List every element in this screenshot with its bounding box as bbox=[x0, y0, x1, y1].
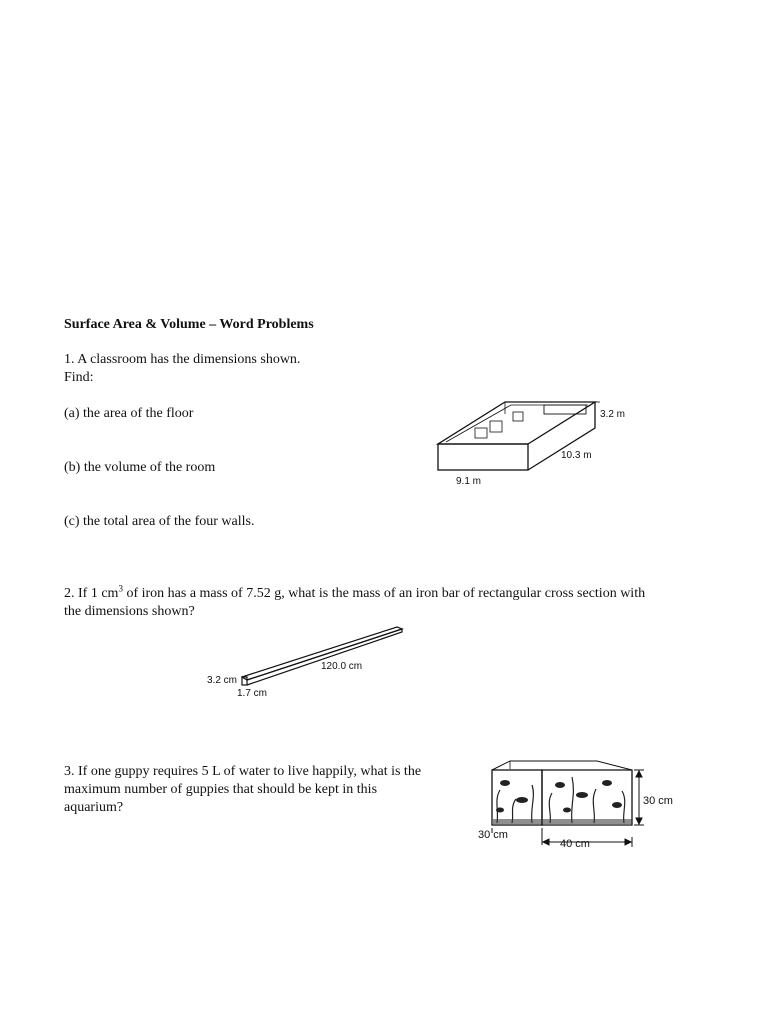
bar-length-label: 120.0 cm bbox=[321, 661, 363, 672]
page-title: Surface Area & Volume – Word Problems bbox=[64, 317, 314, 332]
q2-text: 2. If 1 $cm^3$ of iron has a mass of 7.52 g, what is the mass of an iron bar of rectangular cross section with bbox=[64, 583, 646, 601]
q1-part-a: (a) the area of the floor bbox=[64, 406, 194, 421]
height-label: 3.2 m bbox=[600, 409, 626, 420]
tank-front-face bbox=[492, 770, 542, 825]
poster-icon bbox=[490, 421, 502, 432]
tank-depth-label: 30 cm bbox=[478, 829, 508, 841]
poster-icon bbox=[475, 428, 487, 438]
bar-top-face bbox=[242, 627, 402, 680]
q1-find: Find: bbox=[64, 370, 94, 385]
width-label: 9.1 m bbox=[456, 476, 482, 487]
window-icon bbox=[544, 405, 586, 414]
length-label: 10.3 m bbox=[561, 450, 592, 461]
bar-side-face bbox=[247, 629, 402, 685]
q1-text: 1. A classroom has the dimensions shown. bbox=[64, 352, 301, 367]
room-front-face bbox=[438, 444, 528, 470]
tank-length-label: 40 cm bbox=[560, 838, 590, 850]
tank-height-label: 30 cm bbox=[643, 795, 673, 807]
q3-text-cont-2: aquarium? bbox=[64, 800, 124, 815]
classroom-diagram bbox=[428, 392, 638, 492]
q1-part-c: (c) the total area of the four walls. bbox=[64, 514, 255, 529]
q2-text-cont: the dimensions shown? bbox=[64, 604, 195, 619]
fish-plant-decoration bbox=[496, 780, 622, 813]
bar-width-label: 1.7 cm bbox=[237, 688, 268, 699]
q1-part-b: (b) the volume of the room bbox=[64, 460, 216, 475]
poster-icon bbox=[513, 412, 523, 421]
q3-text: 3. If one guppy requires 5 L of water to live happily, what is the bbox=[64, 764, 422, 779]
iron-bar-diagram bbox=[205, 625, 415, 700]
room-top-rim bbox=[438, 402, 595, 444]
aquarium-diagram bbox=[472, 755, 692, 855]
q3-text-cont: maximum number of guppies that should be kept in this bbox=[64, 782, 378, 797]
bar-height-label: 3.2 cm bbox=[207, 675, 238, 686]
tank-side-face bbox=[542, 770, 632, 825]
